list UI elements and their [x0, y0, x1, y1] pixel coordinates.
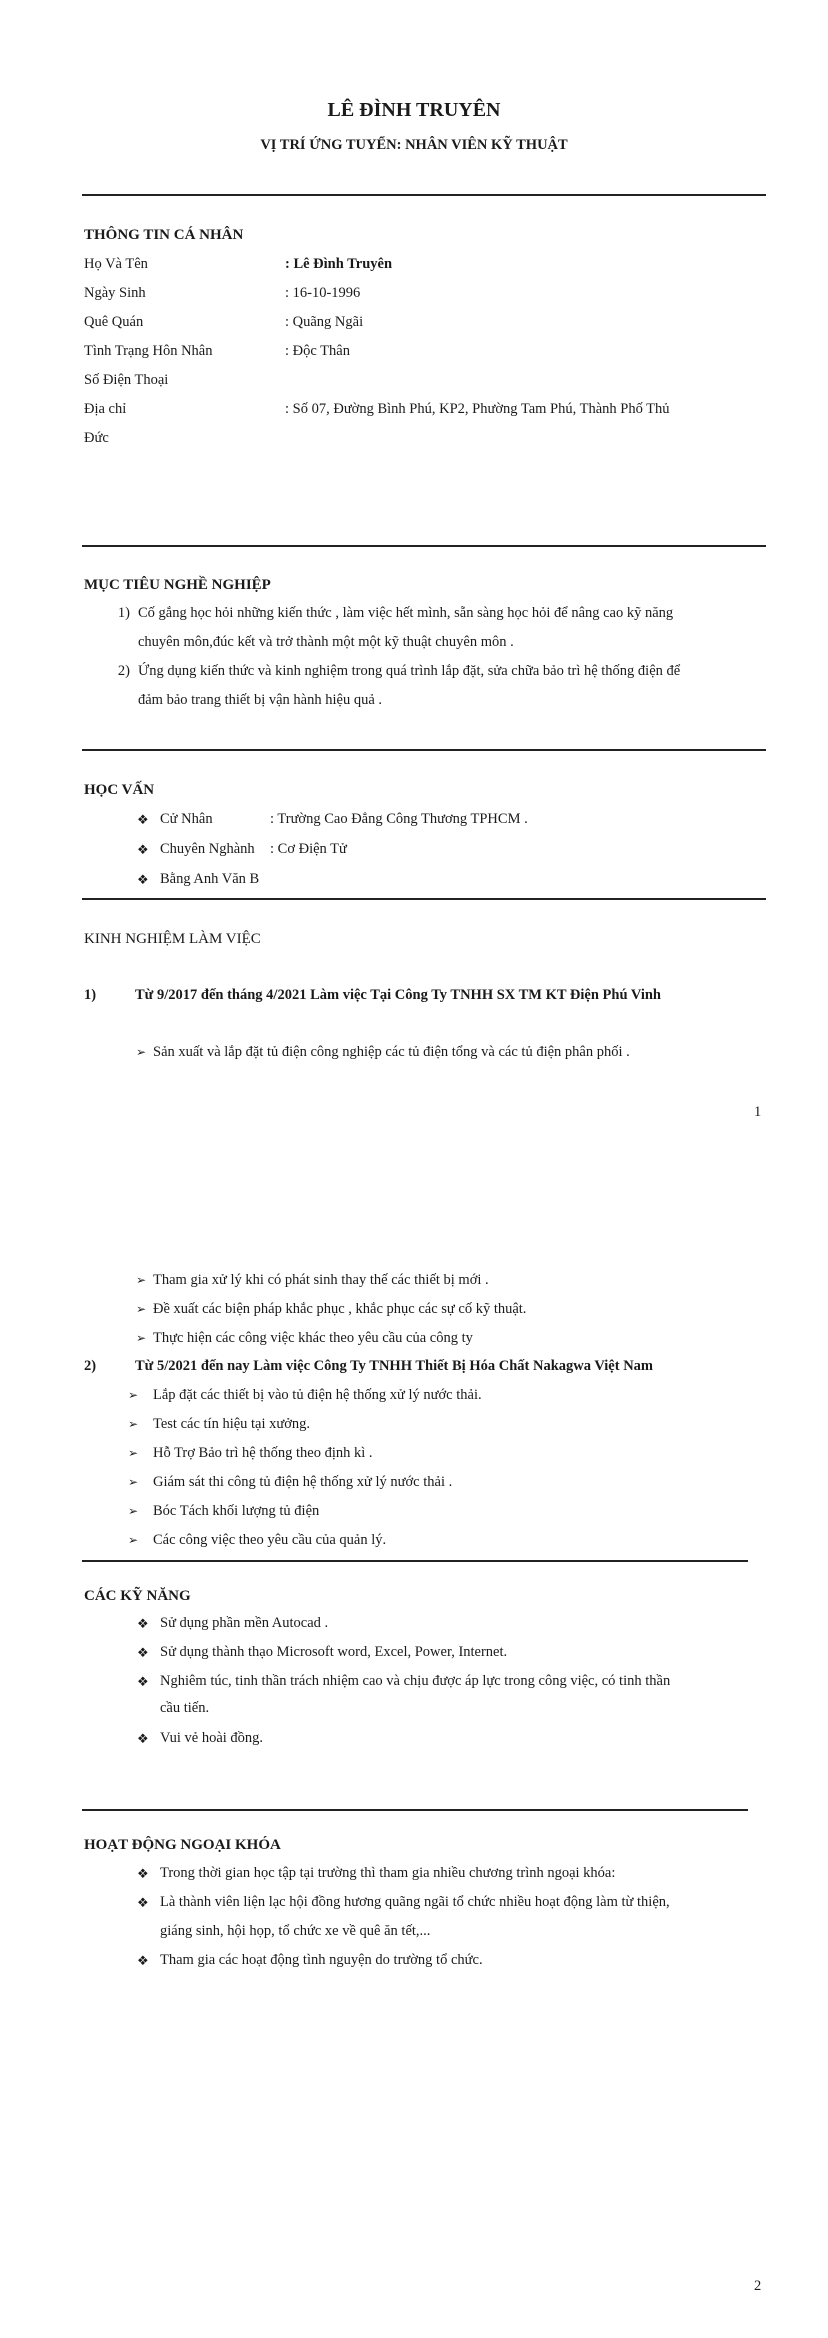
arrow-bullet-icon: ➢	[128, 1475, 139, 1489]
divider	[82, 898, 766, 900]
section-title-education: HỌC VẤN	[84, 782, 155, 798]
job-title: Từ 9/2017 đến tháng 4/2021 Làm việc Tại Công Ty TNHH SX TM KT Điện Phú Vinh	[135, 987, 661, 1003]
divider	[82, 749, 766, 751]
arrow-bullet-icon: ➢	[136, 1273, 147, 1287]
section-title-skills: CÁC KỸ NĂNG	[84, 1588, 191, 1604]
activity-item: Trong thời gian học tập tại trường thì tham gia nhiều chương trình ngoại khóa:	[160, 1865, 616, 1881]
job-task: Sản xuất và lắp đặt tủ điện công nghiệp các tủ điện tổng và các tủ điện phân phối .	[153, 1044, 630, 1060]
value-address-continued: Đức	[84, 430, 109, 446]
four-diamond-bullet-icon: ❖	[137, 872, 149, 887]
activity-item: Tham gia các hoạt động tình nguyện do trường tổ chức.	[160, 1952, 483, 1968]
education-label: Bằng Anh Văn B	[160, 871, 260, 887]
label-birthdate: Ngày Sinh	[84, 285, 146, 301]
objective-number: 2)	[117, 663, 130, 679]
four-diamond-bullet-icon: ❖	[137, 1674, 149, 1689]
four-diamond-bullet-icon: ❖	[137, 1645, 149, 1660]
value-full-name: : Lê Đình Truyên	[285, 256, 393, 272]
page-number: 2	[754, 2278, 762, 2294]
skill-item-cont: cầu tiến.	[160, 1700, 210, 1716]
value-address: : Số 07, Đường Bình Phú, KP2, Phường Tam Phú, Thành Phố Thủ	[285, 401, 670, 417]
arrow-bullet-icon: ➢	[128, 1446, 139, 1460]
arrow-bullet-icon: ➢	[136, 1302, 147, 1316]
label-marital-status: Tình Trạng Hôn Nhân	[84, 343, 213, 359]
job-task: Hỗ Trợ Bảo trì hệ thống theo định kì .	[153, 1445, 373, 1461]
four-diamond-bullet-icon: ❖	[137, 1731, 149, 1746]
job-task: Test các tín hiệu tại xưởng.	[153, 1416, 311, 1432]
objective-text-cont: chuyên môn,đúc kết và trở thành một một kỹ thuật chuyên môn .	[138, 634, 514, 650]
divider	[82, 545, 766, 547]
education-label: Chuyên Nghành	[160, 841, 255, 857]
job-task: Các công việc theo yêu cầu của quản lý.	[153, 1532, 387, 1548]
four-diamond-bullet-icon: ❖	[137, 842, 149, 857]
education-label: Cử Nhân	[160, 811, 213, 827]
objective-text: Ứng dụng kiến thức và kinh nghiệm trong quá trình lắp đặt, sửa chữa bảo trì hệ thống điện để	[138, 663, 681, 679]
resume-position: VỊ TRÍ ỨNG TUYỂN: NHÂN VIÊN KỸ THUẬT	[260, 137, 568, 153]
divider	[82, 1560, 748, 1562]
section-title-personal: THÔNG TIN CÁ NHÂN	[84, 227, 244, 243]
divider	[82, 194, 766, 196]
job-task: Lắp đặt các thiết bị vào tủ điện hệ thống xử lý nước thải.	[153, 1387, 482, 1403]
four-diamond-bullet-icon: ❖	[137, 1616, 149, 1631]
section-title-experience: KINH NGHIỆM LÀM VIỆC	[84, 931, 261, 947]
job-title: Từ 5/2021 đến nay Làm việc Công Ty TNHH Thiết Bị Hóa Chất Nakagwa Việt Nam	[135, 1358, 653, 1374]
four-diamond-bullet-icon: ❖	[137, 812, 149, 827]
skill-item: Nghiêm túc, tinh thần trách nhiệm cao và chịu được áp lực trong công việc, có tinh thần	[160, 1673, 671, 1689]
label-hometown: Quê Quán	[84, 314, 144, 330]
arrow-bullet-icon: ➢	[128, 1417, 139, 1431]
activity-item-cont: giáng sinh, hội họp, tổ chức xe về quê ăn tết,...	[160, 1923, 431, 1939]
arrow-bullet-icon: ➢	[128, 1533, 139, 1547]
four-diamond-bullet-icon: ❖	[137, 1895, 149, 1910]
skill-item: Sử dụng thành thạo Microsoft word, Excel, Power, Internet.	[160, 1644, 508, 1660]
section-title-activities: HOẠT ĐỘNG NGOẠI KHÓA	[84, 1837, 281, 1853]
divider	[82, 1809, 748, 1811]
job-task: Đề xuất các biện pháp khắc phục , khắc phục các sự cố kỹ thuật.	[153, 1301, 527, 1317]
activity-item: Là thành viên liện lạc hội đồng hương quãng ngãi tổ chức nhiều hoạt động làm từ thiện,	[160, 1894, 670, 1910]
education-value: : Cơ Điện Tử	[270, 841, 347, 857]
job-task: Tham gia xử lý khi có phát sinh thay thế các thiết bị mới .	[153, 1272, 489, 1288]
education-value: : Trường Cao Đẳng Công Thương TPHCM .	[270, 811, 528, 827]
page-number: 1	[754, 1104, 762, 1120]
job-number: 1)	[84, 987, 97, 1003]
skill-item: Sử dụng phần mền Autocad .	[160, 1615, 329, 1631]
objective-number: 1)	[117, 605, 130, 621]
label-phone: Số Điện Thoại	[84, 372, 169, 388]
job-task: Bóc Tách khối lượng tủ điện	[153, 1503, 320, 1519]
arrow-bullet-icon: ➢	[136, 1045, 147, 1059]
section-title-objective: MỤC TIÊU NGHỀ NGHIỆP	[84, 577, 271, 593]
skill-item: Vui vẻ hoài đồng.	[160, 1730, 264, 1746]
value-marital-status: : Độc Thân	[285, 343, 350, 359]
label-address: Địa chỉ	[84, 401, 127, 417]
job-task: Giám sát thi công tủ điện hệ thống xử lý nước thải .	[153, 1474, 453, 1490]
objective-text-cont: đảm bảo trang thiết bị vận hành hiệu quả .	[138, 692, 383, 708]
value-hometown: : Quãng Ngãi	[285, 314, 364, 330]
arrow-bullet-icon: ➢	[128, 1388, 139, 1402]
label-full-name: Họ Và Tên	[84, 256, 148, 272]
arrow-bullet-icon: ➢	[136, 1331, 147, 1345]
arrow-bullet-icon: ➢	[128, 1504, 139, 1518]
resume-name: LÊ ĐÌNH TRUYÊN	[327, 99, 501, 121]
job-task: Thực hiện các công việc khác theo yêu cầu của công ty	[153, 1330, 473, 1346]
four-diamond-bullet-icon: ❖	[137, 1953, 149, 1968]
objective-text: Cố gắng học hỏi những kiến thức , làm việc hết mình, sẵn sàng học hỏi để nâng cao kỹ năng	[138, 605, 674, 621]
job-number: 2)	[84, 1358, 97, 1374]
four-diamond-bullet-icon: ❖	[137, 1866, 149, 1881]
value-birthdate: : 16-10-1996	[285, 285, 361, 301]
